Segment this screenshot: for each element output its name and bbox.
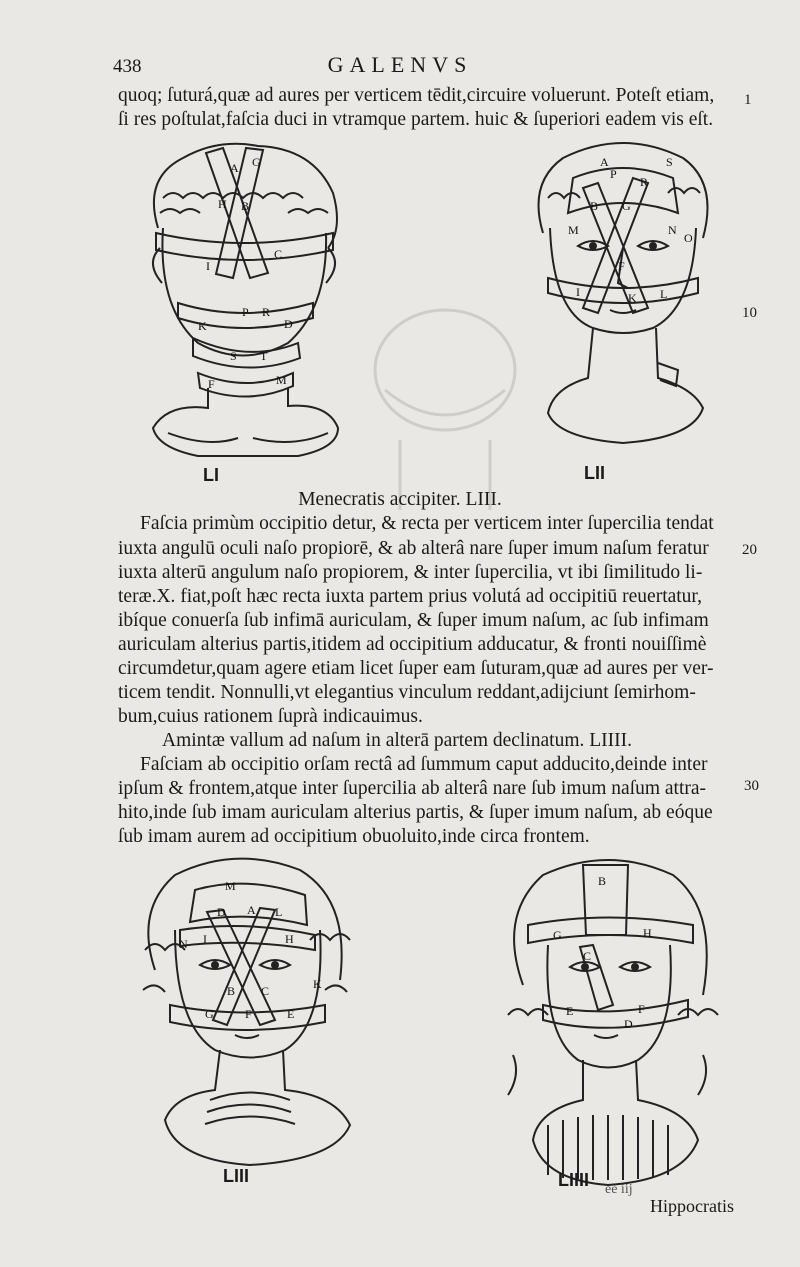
figure-lii-woodcut	[528, 138, 718, 453]
figure-letter: M	[568, 223, 579, 237]
paragraph-line: auriculam alterius partis,itidem ad occipitium adducatur, & fronti nouiſſimè	[118, 634, 707, 655]
figure-caption: LIIII	[558, 1170, 589, 1190]
section-heading: Amintæ vallum ad naſum in alterā partem declinatum. LIIII.	[162, 730, 633, 751]
figure-letter: E	[566, 1004, 574, 1018]
figure-letter: N	[179, 937, 188, 951]
figure-letter: D	[284, 317, 293, 331]
margin-line-number: 20	[742, 542, 757, 558]
bleed-through-image	[345, 300, 545, 520]
signature-mark: ee iij	[605, 1182, 633, 1197]
figure-letter: F	[208, 377, 215, 391]
figure-letter: N	[668, 223, 677, 237]
paragraph-line: circumdetur,quam agere etiam licet ſuper eam ſuturam,quæ ad aures per ver-	[118, 658, 714, 679]
figure-letter: F	[638, 1002, 645, 1016]
paragraph-line: Faſciam ab occipitio orſam rectâ ad ſummum caput adducito,deinde inter	[140, 754, 708, 775]
figure-letter: C	[261, 984, 270, 998]
figure-liii-woodcut	[135, 850, 365, 1180]
margin-line-number: 30	[744, 778, 759, 794]
figure-letter: I	[576, 285, 580, 299]
paragraph-line: hito,inde ſub imam auriculam alterius partis, & ſuper imum naſum, ab eóque	[118, 802, 713, 823]
figure-letter: B	[241, 199, 250, 213]
figure-letter: B	[227, 984, 236, 998]
section-heading: Menecratis accipiter. LIII.	[298, 489, 502, 510]
figure-letter: D	[624, 1017, 633, 1031]
paragraph-line: Faſcia primùm occipitio detur, & recta per verticem inter ſupercilia tendat	[140, 513, 714, 534]
figure-letter: D	[217, 905, 226, 919]
figure-letter: C	[274, 247, 283, 261]
figure-letter: B	[598, 874, 607, 888]
figure-li-woodcut	[138, 138, 353, 468]
figure-letter: G	[205, 1007, 214, 1021]
figure-letter: E	[287, 1007, 295, 1021]
figure-caption: LIII	[223, 1166, 249, 1186]
paragraph-line: ipſum & frontem,atque inter ſupercilia ab alterâ nare ſub imum naſum attra-	[118, 778, 707, 799]
figure-letter: F	[245, 1007, 252, 1021]
figure-letter: R	[640, 175, 649, 189]
figure-letter: I	[206, 259, 210, 273]
running-head: GALENVS	[327, 52, 473, 77]
figure-liiii-woodcut	[498, 855, 723, 1190]
figure-letter: K	[628, 291, 637, 305]
paragraph-line: iuxta alterū angulum naſo propiorem, & inter ſupercilia, vt ibi ſimilitudo li-	[118, 562, 703, 583]
figure-letter: H	[643, 926, 652, 940]
figure-letter: M	[225, 879, 236, 893]
paragraph-line: ticem tendit. Nonnulli,vt elegantius vinculum reddant,adijciunt ſemirhom-	[118, 682, 696, 703]
figure-letter: F	[618, 259, 625, 273]
figure-letter: R	[262, 305, 271, 319]
margin-line-number: 1	[744, 92, 752, 108]
figure-caption: LII	[584, 463, 605, 483]
figure-letter: A	[600, 155, 609, 169]
page-header	[0, 52, 800, 82]
figure-letter: O	[684, 231, 693, 245]
figure-letter: L	[660, 287, 668, 301]
figure-caption: LI	[203, 465, 219, 485]
paragraph-line: bum,cuius rationem ſuprà indicauimus.	[118, 706, 423, 727]
figure-letter: S	[666, 155, 673, 169]
paragraph-line: teræ.X. fiat,poſt hæc recta iuxta partem prius volutá ad occipitiū reuertatur,	[118, 586, 703, 607]
catchword: Hippocratis	[650, 1196, 734, 1216]
page-number: 438	[113, 56, 142, 77]
figure-letter: G	[252, 155, 261, 169]
intro-line: quoq; ſuturá,quæ ad aures per verticem tēdit,circuire voluerunt. Poteſt etiam,	[118, 85, 715, 106]
figure-letter: A	[230, 161, 239, 175]
paragraph-line: ibíque conuerſa ſub infimā auriculam, & ſuper imum naſum, ac ſub infimam	[118, 610, 709, 631]
margin-line-number: 10	[742, 305, 757, 321]
figure-letter: K	[313, 977, 322, 991]
figure-letter: H	[285, 932, 294, 946]
figure-letter: P	[242, 305, 249, 319]
figure-letter: L	[275, 905, 283, 919]
figure-letter: T	[260, 349, 268, 363]
figure-letter: P	[610, 167, 617, 181]
figure-letter: M	[276, 373, 287, 387]
figure-letter: G	[622, 199, 631, 213]
paragraph-line: ſub imam aurem ad occipitium obuoluito,inde circa frontem.	[118, 826, 590, 847]
intro-line: ſi res poſtulat,faſcia duci in vtramque partem. huic & ſuperiori eadem vis eſt.	[118, 109, 714, 130]
paragraph-line: iuxta angulū oculi naſo propiorē, & ab alterâ nare ſuper imum naſum feratur	[118, 538, 709, 559]
figure-letter: C	[583, 949, 592, 963]
figure-letter: K	[198, 319, 207, 333]
figure-letter: G	[553, 928, 562, 942]
figure-letter: H	[218, 197, 227, 211]
figure-letter: A	[247, 903, 256, 917]
figure-letter: B	[590, 199, 599, 213]
figure-letter: I	[203, 932, 207, 946]
figure-letter: S	[230, 349, 237, 363]
